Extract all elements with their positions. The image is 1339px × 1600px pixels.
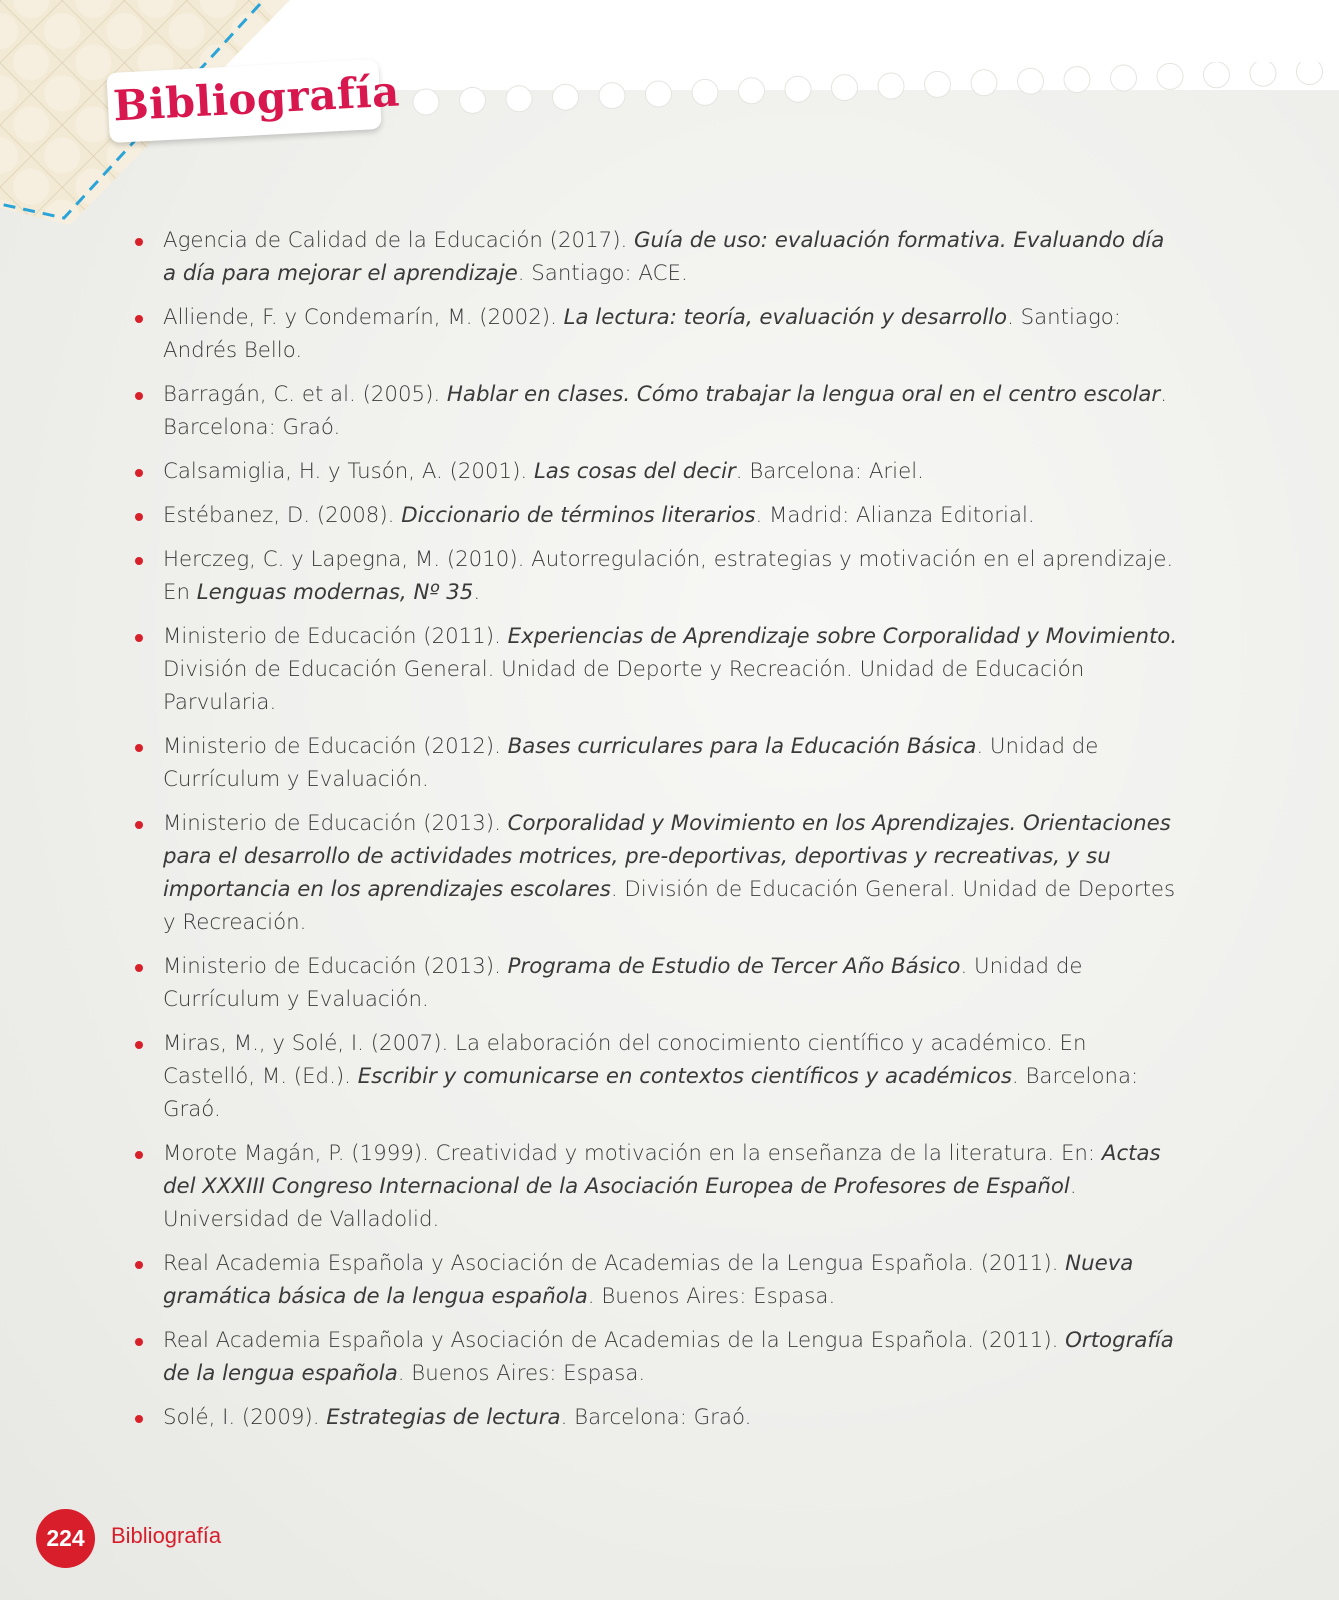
page-number-badge: 224	[36, 1509, 95, 1568]
reference-text: . Santiago: ACE.	[517, 261, 688, 286]
bullet-icon	[135, 513, 143, 521]
reference-text: . Buenos Aires: Espasa.	[587, 1284, 836, 1309]
bullet-icon	[135, 315, 143, 323]
list-item	[135, 1247, 1180, 1313]
list-item	[135, 499, 1180, 532]
reference-text: Ministerio de Educación (2011).	[163, 624, 508, 649]
reference-title: Ortografía de la lengua española	[163, 1328, 1174, 1386]
bullet-icon	[135, 557, 143, 565]
perforation-hole	[646, 81, 672, 107]
footer-section-label: Bibliografía	[111, 1523, 222, 1548]
reference-text: Calsamiglia, H. y Tusón, A. (2001).	[163, 459, 534, 484]
perforation-hole	[1297, 62, 1323, 85]
reference-text: Ministerio de Educación (2013).	[163, 954, 508, 979]
perforation-hole	[1204, 62, 1230, 88]
list-item	[135, 543, 1180, 609]
reference-text: Alliende, F. y Condemarín, M. (2002).	[163, 305, 564, 330]
reference-title: Actas del XXXIII Congreso Internacional de la Asociación Europea de Profesores de Español	[163, 1141, 1161, 1199]
perforation-hole	[553, 84, 579, 110]
perforation-hole	[832, 75, 858, 101]
perforation-hole	[413, 89, 439, 115]
perforation-hole	[878, 73, 904, 99]
reference-text: . Barcelona: Graó.	[560, 1405, 752, 1430]
reference-text: . Unidad de Currículum y Evaluación.	[163, 734, 1099, 792]
perforation-hole	[692, 79, 718, 105]
list-item	[135, 455, 1180, 488]
list-item	[135, 620, 1180, 719]
reference-title: Estrategias de lectura	[326, 1405, 561, 1430]
list-item	[135, 378, 1180, 444]
reference-title: Las cosas del decir	[533, 459, 736, 484]
bullet-icon	[135, 744, 143, 752]
bullet-icon	[135, 1415, 143, 1423]
reference-text: Ministerio de Educación (2013).	[163, 811, 508, 836]
list-item	[135, 730, 1180, 796]
reference-text: . Buenos Aires: Espasa.	[397, 1361, 646, 1386]
reference-title: Corporalidad y Movimiento en los Aprendizajes. Orientaciones para el desarrollo de actividades motrices, pre-deportivas, deportivas y recreativas, y su importancia en los aprendizajes escolares	[163, 811, 1171, 902]
list-item	[135, 1324, 1180, 1390]
list-item	[135, 1137, 1180, 1236]
perforation-hole	[460, 87, 486, 113]
bullet-icon	[135, 1151, 143, 1159]
perforation-hole	[785, 76, 811, 102]
bullet-icon	[135, 469, 143, 477]
reference-text: . División de Educación General. Unidad de Deportes y Recreación.	[163, 877, 1176, 935]
reference-title: Nueva gramática básica de la lengua española	[163, 1251, 1134, 1309]
page-title: Bibliografía	[111, 66, 401, 131]
reference-text: Solé, I. (2009).	[163, 1405, 327, 1430]
bibliography-list	[135, 224, 1180, 1445]
reference-title: La lectura: teoría, evaluación y desarrollo	[563, 305, 1008, 330]
reference-text: . Unidad de Currículum y Evaluación.	[163, 954, 1083, 1012]
reference-title: Diccionario de términos literarios	[401, 503, 756, 528]
reference-text: . Universidad de Valladolid.	[163, 1174, 1077, 1232]
reference-text: . Barcelona: Graó.	[163, 382, 1167, 440]
list-item	[135, 224, 1180, 290]
reference-text: Barragán, C. et al. (2005).	[163, 382, 447, 407]
reference-title: Programa de Estudio de Tercer Año Básico	[507, 954, 961, 979]
perforation-hole	[1157, 63, 1183, 89]
list-item	[135, 301, 1180, 367]
bullet-icon	[135, 821, 143, 829]
perforation-hole	[925, 71, 951, 97]
reference-text: Ministerio de Educación (2012).	[163, 734, 508, 759]
bullet-icon	[135, 1041, 143, 1049]
reference-text: Real Academia Española y Asociación de Academias de la Lengua Española. (2011).	[163, 1251, 1066, 1276]
list-item	[135, 1027, 1180, 1126]
reference-title: Guía de uso: evaluación formativa. Evaluando día a día para mejorar el aprendizaje	[163, 228, 1165, 286]
bullet-icon	[135, 1338, 143, 1346]
reference-text: Herczeg, C. y Lapegna, M. (2010). Autorregulación, estrategias y motivación en el aprendizaje. En	[163, 547, 1174, 605]
reference-text: . Santiago: Andrés Bello.	[163, 305, 1121, 363]
bullet-icon	[135, 392, 143, 400]
perforation-hole	[971, 70, 997, 96]
perforation-hole	[1111, 65, 1137, 91]
perforation-hole	[599, 83, 625, 109]
perforation-hole	[1250, 62, 1276, 86]
reference-text: Estébanez, D. (2008).	[163, 503, 402, 528]
reference-title: Escribir y comunicarse en contextos científicos y académicos	[357, 1064, 1012, 1089]
reference-text: Morote Magán, P. (1999). Creatividad y motivación en la enseñanza de la literatura. En:	[163, 1141, 1102, 1166]
bullet-icon	[135, 964, 143, 972]
reference-text: División de Educación General. Unidad de Deporte y Recreación. Unidad de Educación Parvularia.	[163, 657, 1085, 715]
perforated-edge	[400, 62, 1339, 122]
reference-text: .	[473, 580, 481, 605]
bullet-icon	[135, 634, 143, 642]
reference-title: Lenguas modernas, Nº 35	[196, 580, 474, 605]
reference-text: Real Academia Española y Asociación de Academias de la Lengua Española. (2011).	[163, 1328, 1066, 1353]
list-item	[135, 807, 1180, 939]
list-item	[135, 1401, 1180, 1434]
reference-title: Bases curriculares para la Educación Básica	[507, 734, 977, 759]
reference-text: . Barcelona: Graó.	[163, 1064, 1139, 1122]
bullet-icon	[135, 1261, 143, 1269]
perforation-hole	[1064, 67, 1090, 93]
reference-title: Hablar en clases. Cómo trabajar la lengua oral en el centro escolar	[446, 382, 1161, 407]
perforation-hole	[739, 78, 765, 104]
perforation-hole	[506, 86, 532, 112]
reference-text: Miras, M., y Solé, I. (2007). La elaboración del conocimiento científico y académico. En Castelló, M. (Ed.).	[163, 1031, 1087, 1089]
list-item	[135, 950, 1180, 1016]
reference-text: . Madrid: Alianza Editorial.	[755, 503, 1035, 528]
perforation-hole	[1018, 68, 1044, 94]
reference-text: . Barcelona: Ariel.	[735, 459, 924, 484]
bullet-icon	[135, 238, 143, 246]
reference-title: Experiencias de Aprendizaje sobre Corporalidad y Movimiento.	[507, 624, 1178, 649]
reference-text: Agencia de Calidad de la Educación (2017).	[163, 228, 635, 253]
